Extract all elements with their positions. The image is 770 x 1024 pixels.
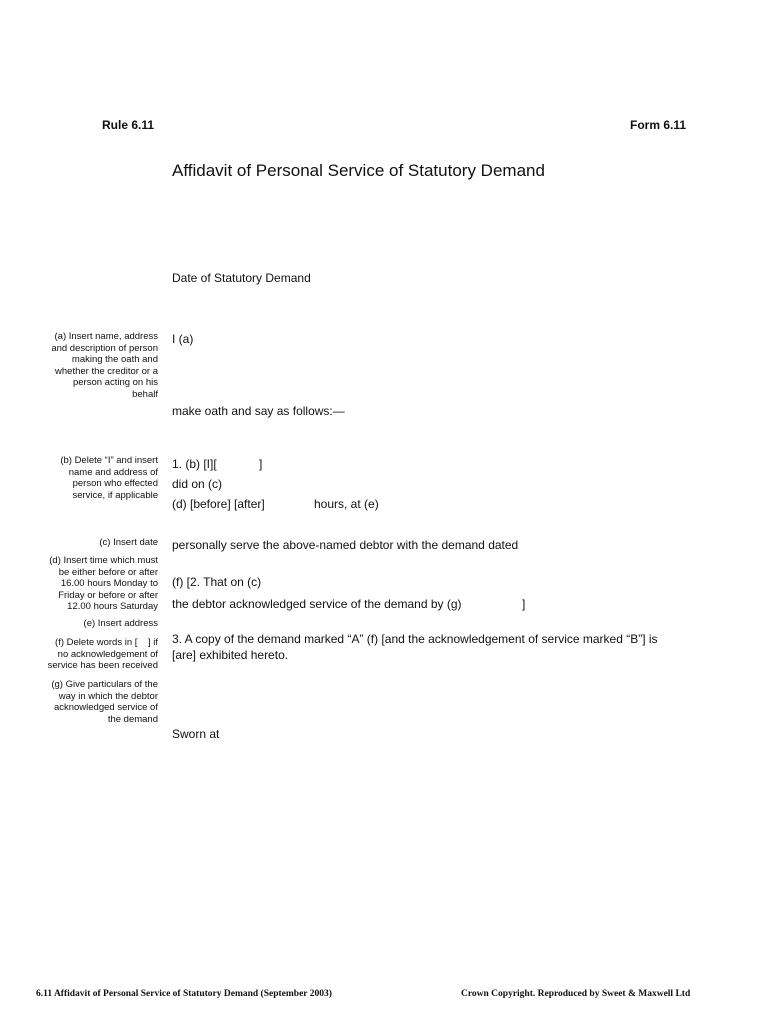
rule-number: Rule 6.11 [102, 118, 155, 132]
para2-line1: (f) [2. That on (c) [172, 575, 262, 589]
para3-line2: [are] exhibited hereto. [172, 648, 289, 662]
form-number: Form 6.11 [630, 118, 687, 132]
date-of-demand-label: Date of Statutory Demand [172, 271, 311, 285]
para3-line1: 3. A copy of the demand marked “A” (f) [and the acknowledgement of service marked “B”] is [172, 632, 658, 646]
margin-note-c: (c) Insert date [99, 537, 158, 548]
para1-line1: 1. (b) [I][ [172, 457, 217, 471]
margin-note-b: (b) Delete “I” and insert name and address of person who effected service, if applicable [60, 455, 158, 501]
deponent-label: I (a) [172, 332, 194, 346]
para1-bracket-close: ] [259, 457, 263, 471]
para1-line3-hours: hours, at (e) [314, 497, 379, 511]
para1-line2: did on (c) [172, 477, 223, 491]
margin-note-f: (f) Delete words in [ ] if no acknowledgement of service has been received [47, 637, 158, 671]
footer-copyright: Crown Copyright. Reproduced by Sweet & Maxwell Ltd [461, 989, 691, 999]
para1-line4: personally serve the above-named debtor with the demand dated [172, 538, 519, 552]
margin-note-g: (g) Give particulars of the way in which the debtor acknowledged service of the demand [51, 679, 158, 725]
footer-form-title: 6.11 Affidavit of Personal Service of Statutory Demand (September 2003) [36, 989, 332, 999]
oath-statement: make oath and say as follows:— [172, 404, 345, 418]
sworn-at-label: Sworn at [172, 727, 220, 741]
margin-note-a: (a) Insert name, address and description of person making the oath and whether the creditor or a person acting on his behalf [51, 331, 158, 400]
para2-line2: the debtor acknowledged service of the demand by (g) [172, 597, 462, 611]
para2-bracket-close: ] [522, 597, 526, 611]
margin-note-e: (e) Insert address [83, 618, 158, 629]
para1-line3-time: (d) [before] [after] [172, 497, 265, 511]
margin-note-d: (d) Insert time which must be either before or after 16.00 hours Monday to Friday or before or after 12.00 hours Saturday [49, 555, 158, 612]
page-title: Affidavit of Personal Service of Statutory Demand [172, 161, 545, 180]
